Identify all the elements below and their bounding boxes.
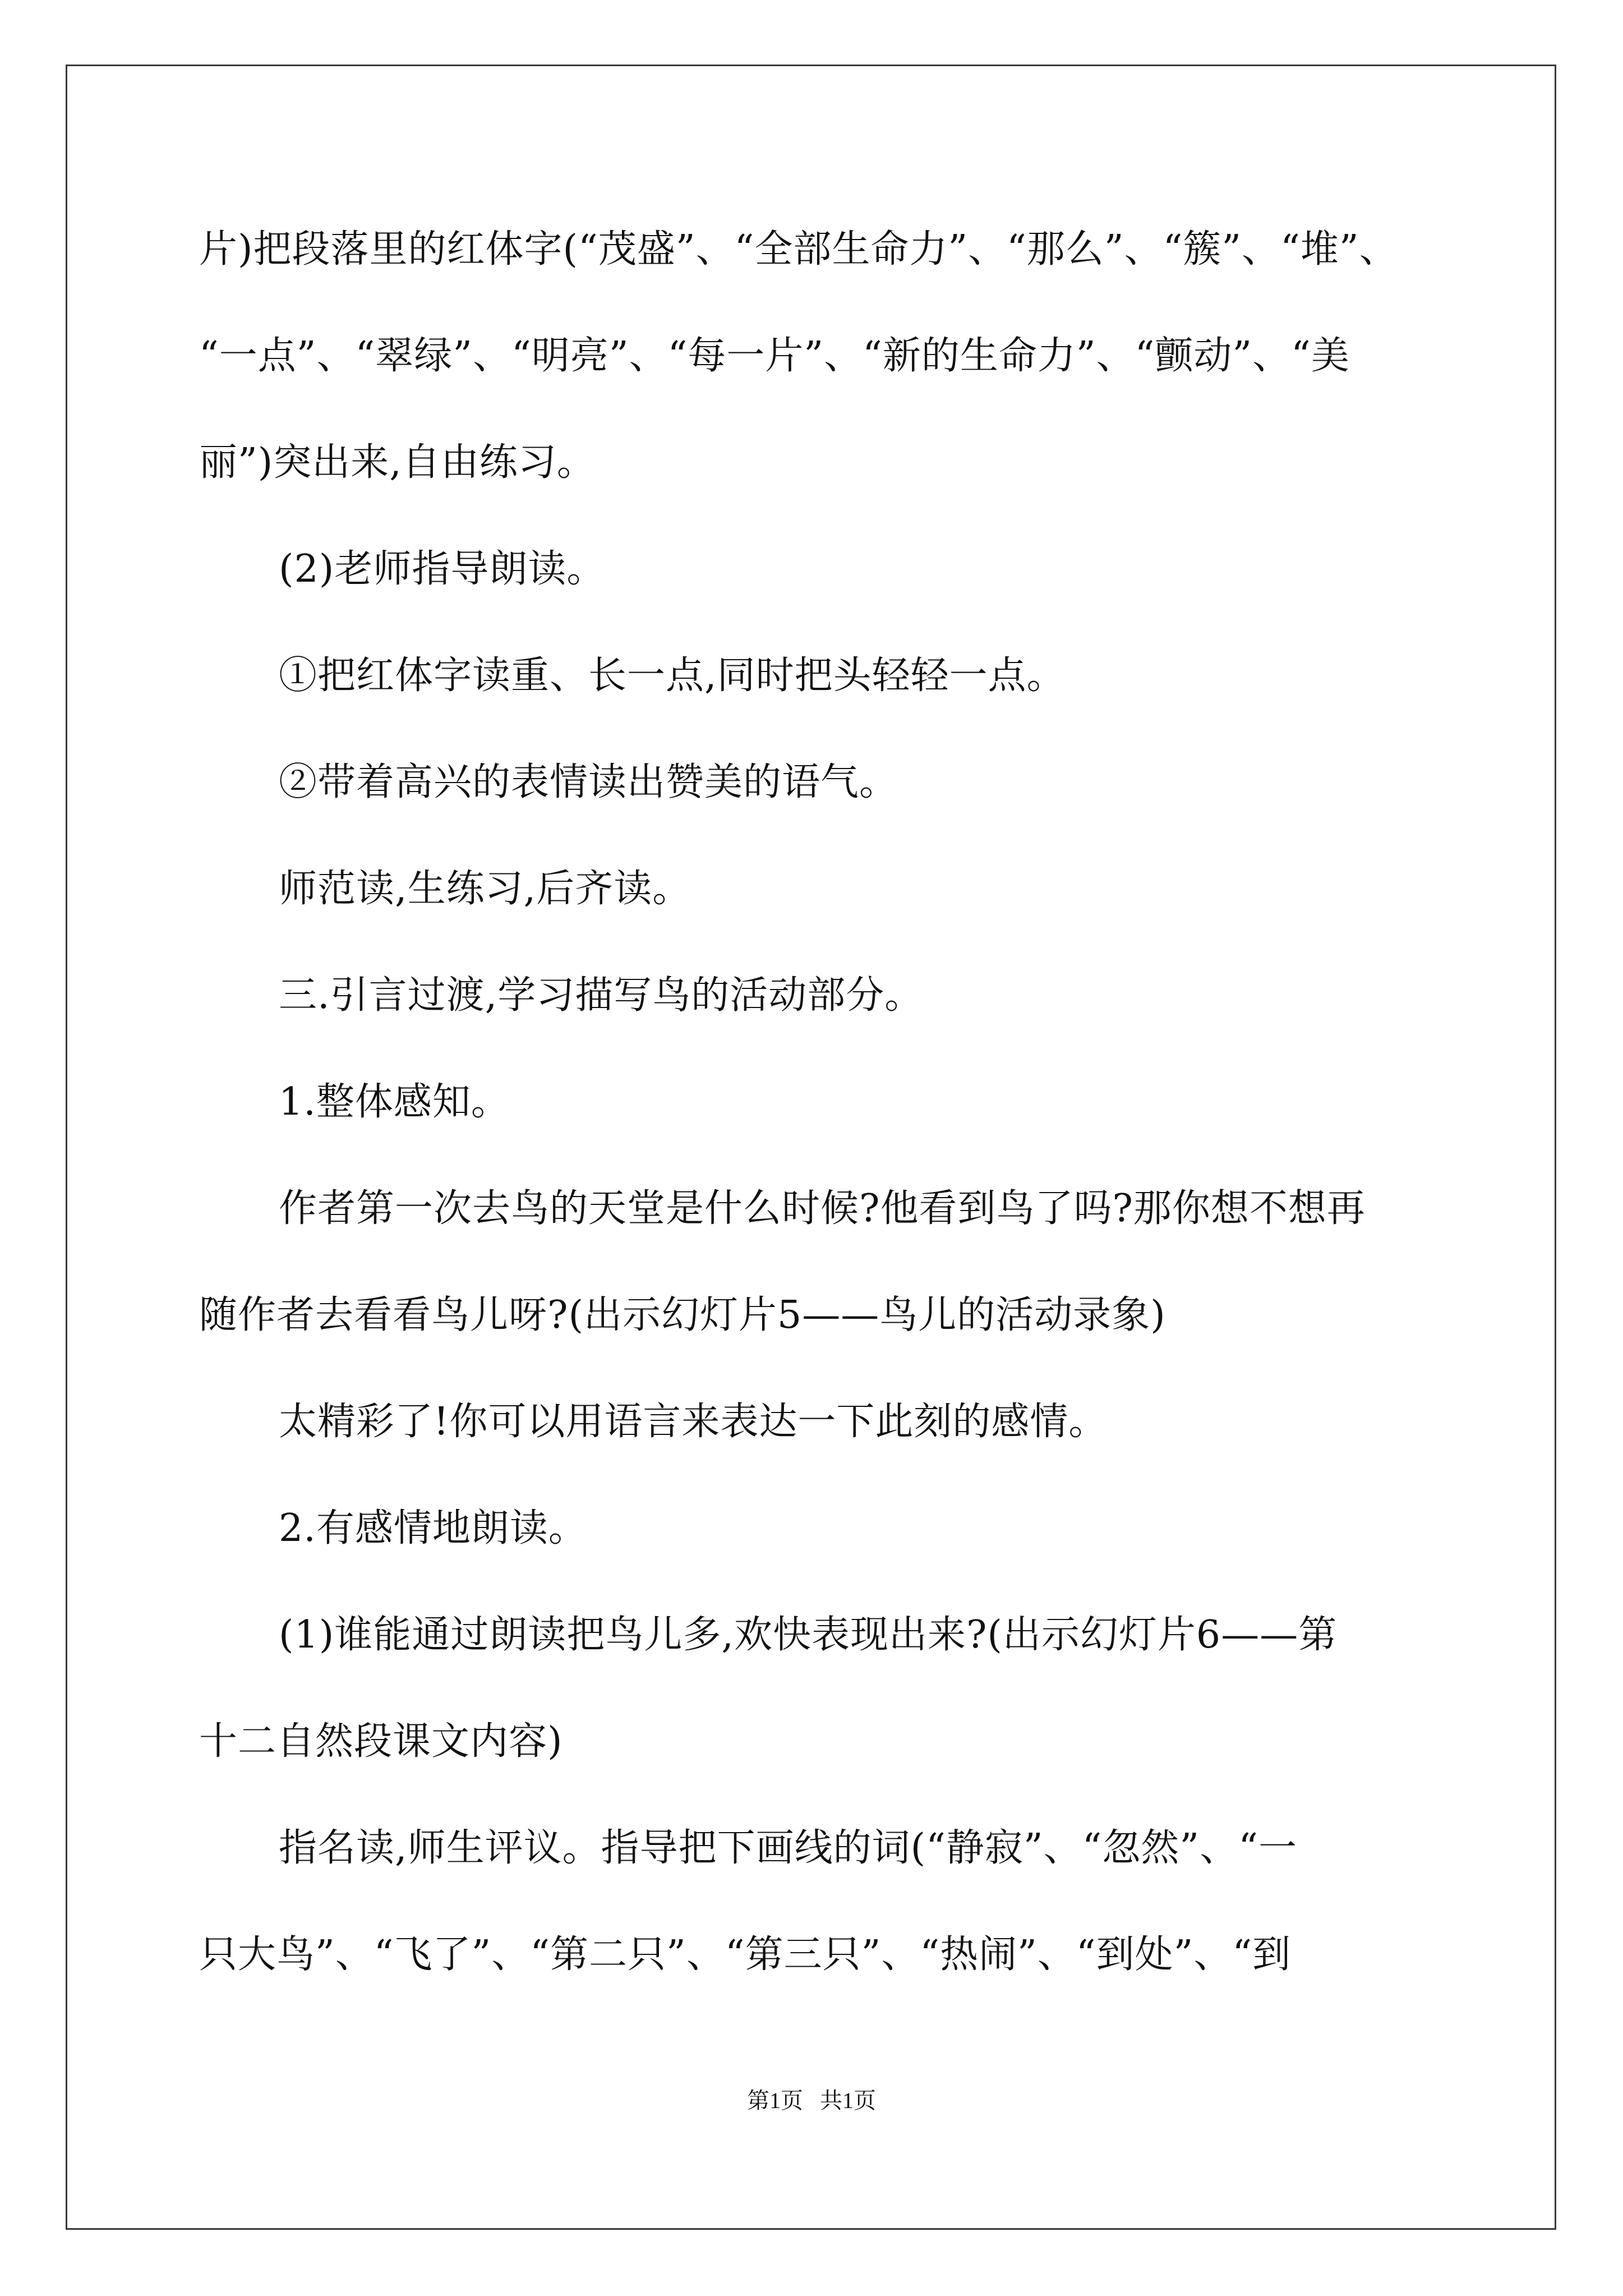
text-line-12: 太精彩了!你可以用语言来表达一下此刻的感情。 [279, 1400, 1108, 1444]
text-line-2: “一点”、“翠绿”、“明亮”、“每一片”、“新的生命力”、“颤动”、“美 [199, 334, 1350, 378]
text-line-11: 随作者去看看鸟儿呀?(出示幻灯片5——鸟儿的活动录象) [199, 1293, 1166, 1337]
text-line-4: (2)老师指导朗读。 [279, 547, 606, 591]
text-line-9: 1.整体感知。 [279, 1080, 510, 1124]
text-line-15: 十二自然段课文内容) [199, 1719, 563, 1764]
text-line-5: ①把红体字读重、长一点,同时把头轻轻一点。 [279, 654, 1066, 698]
text-line-1: 片)把段落里的红体字(“茂盛”、“全部生命力”、“那么”、“簇”、“堆”、 [199, 227, 1398, 272]
page-footer: 第1页 共1页 [747, 2088, 876, 2113]
text-line-14: (1)谁能通过朗读把鸟儿多,欢快表现出来?(出示幻灯片6——第 [279, 1613, 1338, 1657]
text-line-17: 只大鸟”、“飞了”、“第二只”、“第三只”、“热闹”、“到处”、“到 [199, 1932, 1292, 1977]
text-line-10: 作者第一次去鸟的天堂是什么时候?他看到鸟了吗?那你想不想再 [279, 1186, 1366, 1231]
text-line-16: 指名读,师生评议。指导把下画线的词(“静寂”、“忽然”、“一 [279, 1826, 1297, 1870]
text-line-3: 丽”)突出来,自由练习。 [199, 440, 596, 485]
text-line-7: 师范读,生练习,后齐读。 [279, 867, 691, 911]
text-line-8: 三.引言过渡,学习描写鸟的活动部分。 [279, 973, 924, 1018]
text-line-6: ②带着高兴的表情读出赞美的语气。 [279, 760, 898, 804]
page-border [66, 65, 1556, 2230]
text-line-13: 2.有感情地朗读。 [279, 1506, 587, 1550]
